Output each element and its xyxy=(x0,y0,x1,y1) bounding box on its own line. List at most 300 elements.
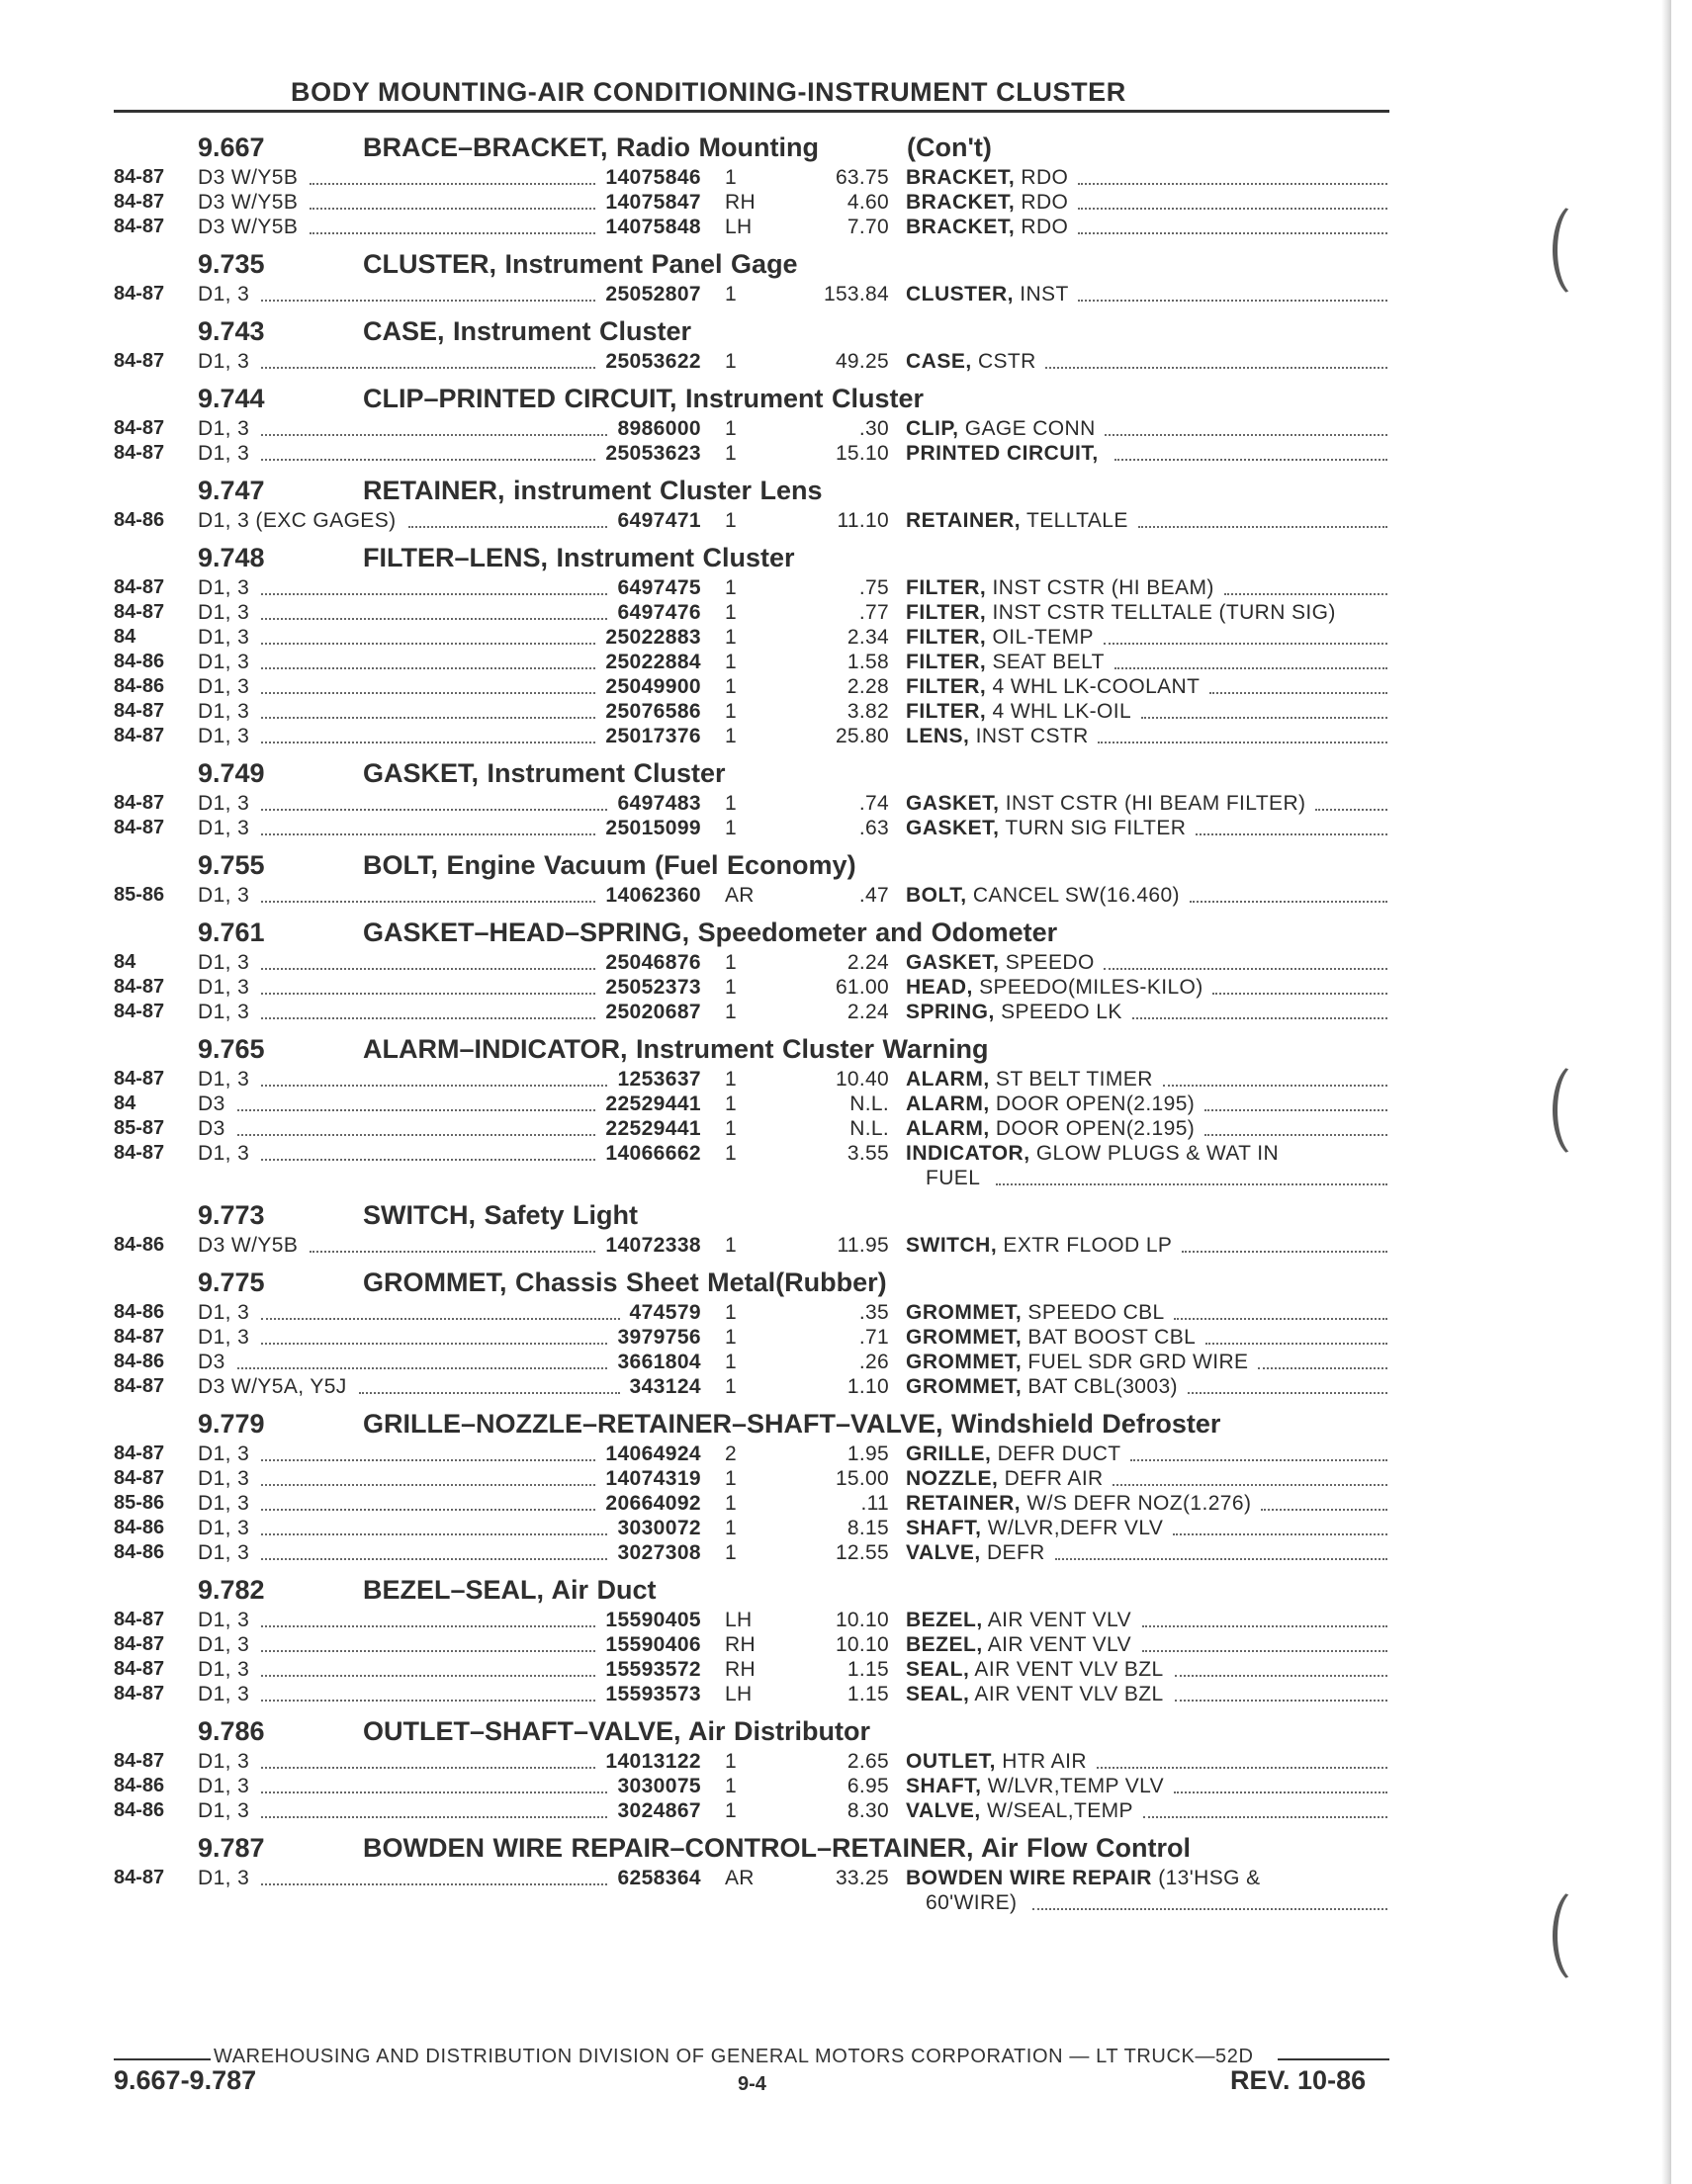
description-noun: GASKET, xyxy=(906,951,1000,974)
quantity: RH xyxy=(725,1633,756,1656)
leader-dots xyxy=(261,1755,595,1769)
model-years: 84-86 xyxy=(114,651,165,672)
part-description xyxy=(906,575,1214,600)
part-row xyxy=(114,1374,1389,1399)
model-years: 84-87 xyxy=(114,283,165,305)
description-detail: SPEEDO xyxy=(1005,951,1095,974)
description-detail: INST CSTR TELLTALE (TURN SIG) xyxy=(992,601,1336,624)
list-price: 1.95 xyxy=(846,1442,889,1465)
quantity: 1 xyxy=(725,1775,737,1797)
leader-dots xyxy=(261,1306,619,1320)
part-number: 8986000 xyxy=(617,417,701,440)
group-number: 9.667 xyxy=(198,132,265,162)
part-description xyxy=(906,1608,1131,1632)
application-code: D1, 3 xyxy=(198,700,250,723)
application-code: D3 W/Y5B xyxy=(198,166,299,189)
model-years: 84-87 xyxy=(114,700,165,722)
description-detail: DEFR DUCT xyxy=(997,1442,1121,1465)
application-code: D1, 3 xyxy=(198,1750,250,1773)
part-description xyxy=(906,1516,1163,1540)
application-code: D3 W/Y5A, Y5J xyxy=(198,1375,347,1398)
part-row xyxy=(114,349,1389,374)
description-noun: SEAL, xyxy=(906,1683,970,1705)
list-price: .47 xyxy=(858,884,889,907)
description-noun: HEAD, xyxy=(906,976,973,999)
leader-dots xyxy=(408,514,608,528)
description-noun: SHAFT, xyxy=(906,1775,982,1797)
description-noun: BEZEL, xyxy=(906,1609,983,1631)
part-row xyxy=(114,650,1389,674)
model-years: 84-87 xyxy=(114,216,165,237)
model-years: 85-86 xyxy=(114,1492,165,1514)
parts-catalog-body xyxy=(114,125,1389,1917)
part-description xyxy=(906,1300,1165,1325)
leader-dots xyxy=(261,288,595,302)
model-years: 84-86 xyxy=(114,1351,165,1372)
leader-dots xyxy=(1205,1331,1387,1345)
part-description xyxy=(906,1632,1131,1657)
part-row xyxy=(114,190,1389,215)
model-years: 84-86 xyxy=(114,675,165,697)
quantity: 1 xyxy=(725,1001,737,1023)
description-noun: SPRING, xyxy=(906,1001,995,1023)
part-row xyxy=(114,1866,1389,1890)
description-noun: NOZZLE, xyxy=(906,1467,999,1490)
quantity: RH xyxy=(725,191,756,214)
description-continuation xyxy=(114,1890,1389,1915)
description-detail: GLOW PLUGS & WAT IN xyxy=(1035,1142,1280,1165)
group-header xyxy=(114,539,1389,575)
quantity: LH xyxy=(725,1609,753,1631)
group-number: 9.755 xyxy=(198,850,265,880)
part-row xyxy=(114,282,1389,306)
part-number: 22529441 xyxy=(605,1092,701,1115)
group-title: BOLT, Engine Vacuum (Fuel Economy) xyxy=(363,850,856,880)
description-noun: FILTER, xyxy=(906,601,987,624)
application-code: D1, 3 xyxy=(198,1068,250,1091)
model-years: 84 xyxy=(114,626,136,648)
leader-dots xyxy=(261,981,595,995)
part-description xyxy=(906,600,1336,625)
application-code: D1, 3 xyxy=(198,576,250,599)
model-years: 84-87 xyxy=(114,1867,165,1888)
group-title: CASE, Instrument Cluster xyxy=(363,316,692,346)
leader-dots xyxy=(261,1005,595,1019)
part-row xyxy=(114,1116,1389,1141)
part-description xyxy=(906,1374,1178,1399)
description-detail: HTR AIR xyxy=(1002,1750,1087,1773)
part-number: 14075847 xyxy=(605,191,701,214)
application-code: D1, 3 xyxy=(198,601,250,624)
description-noun: RETAINER, xyxy=(906,1492,1022,1515)
part-number: 14013122 xyxy=(605,1750,701,1773)
model-years: 84-86 xyxy=(114,1517,165,1538)
description-continuation-text: FUEL xyxy=(926,1167,981,1189)
description-detail: (13'HSG & xyxy=(1158,1867,1261,1889)
part-row xyxy=(114,1540,1389,1565)
model-years: 84-87 xyxy=(114,1326,165,1348)
list-price: 10.40 xyxy=(835,1068,889,1091)
part-number: 6258364 xyxy=(617,1867,701,1889)
application-code: D1, 3 xyxy=(198,675,250,698)
group-title: FILTER–LENS, Instrument Cluster xyxy=(363,543,795,572)
leader-dots xyxy=(1141,705,1387,719)
part-row xyxy=(114,791,1389,816)
list-price: N.L. xyxy=(849,1117,889,1140)
model-years: 84-87 xyxy=(114,1750,165,1772)
part-number: 14062360 xyxy=(605,884,701,907)
part-description xyxy=(906,1774,1164,1798)
part-number: 14066662 xyxy=(605,1142,701,1165)
leader-dots xyxy=(1114,655,1387,669)
header-rule xyxy=(114,110,1389,113)
description-detail: ST BELT TIMER xyxy=(995,1068,1153,1091)
leader-dots xyxy=(310,1239,595,1253)
quantity: 1 xyxy=(725,1117,737,1140)
model-years: 84-86 xyxy=(114,1541,165,1563)
model-years: 84-87 xyxy=(114,1683,165,1704)
description-detail: SPEEDO LK xyxy=(1001,1001,1122,1023)
part-description xyxy=(906,1441,1121,1466)
leader-dots xyxy=(1045,355,1387,369)
group-number: 9.787 xyxy=(198,1833,265,1863)
part-row xyxy=(114,1000,1389,1024)
leader-dots xyxy=(261,1688,595,1702)
group-title: GRILLE–NOZZLE–RETAINER–SHAFT–VALVE, Windshield Defroster xyxy=(363,1409,1221,1439)
part-number: 6497471 xyxy=(617,509,701,532)
leader-dots xyxy=(1174,1306,1387,1320)
list-price: .75 xyxy=(858,576,889,599)
page-edge-shadow xyxy=(1661,0,1671,2184)
description-noun: VALVE, xyxy=(906,1799,981,1822)
description-detail: INST xyxy=(1020,283,1069,306)
part-description xyxy=(906,650,1105,674)
part-description xyxy=(906,1000,1122,1024)
leader-dots xyxy=(1078,288,1387,302)
list-price: 8.15 xyxy=(846,1517,889,1539)
quantity: 1 xyxy=(725,1301,737,1324)
leader-dots xyxy=(1142,1614,1387,1627)
part-row xyxy=(114,600,1389,625)
description-detail: AIR VENT VLV xyxy=(987,1633,1131,1656)
part-number: 3027308 xyxy=(617,1541,701,1564)
description-detail: 4 WHL LK-OIL xyxy=(992,700,1132,723)
group-title: OUTLET–SHAFT–VALVE, Air Distributor xyxy=(363,1716,871,1746)
part-description xyxy=(906,1749,1087,1774)
part-number: 25049900 xyxy=(605,675,701,698)
part-number: 15593573 xyxy=(605,1683,701,1705)
description-detail: DEFR xyxy=(986,1541,1045,1564)
description-detail: OIL-TEMP xyxy=(992,626,1094,649)
application-code: D3 W/Y5B xyxy=(198,1234,299,1257)
application-code: D1, 3 xyxy=(198,1467,250,1490)
group-title: CLUSTER, Instrument Panel Gage xyxy=(363,249,798,279)
part-row xyxy=(114,1466,1389,1491)
part-description xyxy=(906,1682,1164,1706)
description-detail: BAT CBL(3003) xyxy=(1027,1375,1178,1398)
model-years: 84-87 xyxy=(114,1467,165,1489)
group-number: 9.782 xyxy=(198,1575,265,1605)
leader-dots xyxy=(1175,1663,1387,1677)
list-price: 11.95 xyxy=(837,1234,889,1257)
list-price: 10.10 xyxy=(835,1633,889,1656)
leader-dots xyxy=(1196,822,1387,835)
part-description xyxy=(906,1491,1251,1516)
part-row xyxy=(114,1632,1389,1657)
leader-dots xyxy=(261,1497,595,1511)
part-description xyxy=(906,190,1068,215)
group-title: BRACE–BRACKET, Radio Mounting xyxy=(363,132,819,162)
part-description xyxy=(906,699,1131,724)
group-title: RETAINER, instrument Cluster Lens xyxy=(363,476,823,505)
description-detail: CSTR xyxy=(977,350,1036,373)
description-noun: BRACKET, xyxy=(906,191,1016,214)
part-row xyxy=(114,441,1389,466)
application-code: D1, 3 xyxy=(198,417,250,440)
leader-dots xyxy=(261,1872,607,1885)
part-description xyxy=(906,1657,1164,1682)
quantity: LH xyxy=(725,1683,753,1705)
quantity: 1 xyxy=(725,417,737,440)
part-row xyxy=(114,674,1389,699)
leader-dots xyxy=(1163,1073,1387,1087)
leader-dots xyxy=(1224,581,1388,595)
list-price: 3.55 xyxy=(846,1142,889,1165)
description-detail: INST CSTR (HI BEAM FILTER) xyxy=(1005,792,1306,815)
leader-dots xyxy=(1098,730,1387,743)
part-row xyxy=(114,215,1389,239)
leader-dots xyxy=(1113,1472,1387,1486)
application-code: D1, 3 xyxy=(198,1001,250,1023)
footer-section-range: 9.667-9.787 xyxy=(114,2065,257,2095)
part-number: 14075848 xyxy=(605,216,701,238)
group-header xyxy=(114,1030,1389,1067)
description-detail: W/S DEFR NOZ(1.276) xyxy=(1026,1492,1252,1515)
description-noun: FILTER, xyxy=(906,700,987,723)
application-code: D1, 3 xyxy=(198,1799,250,1822)
part-row xyxy=(114,1516,1389,1540)
group-header xyxy=(114,914,1389,950)
part-number: 25022883 xyxy=(605,626,701,649)
application-code: D1, 3 xyxy=(198,1775,250,1797)
leader-dots xyxy=(1078,196,1387,210)
part-row xyxy=(114,724,1389,748)
quantity: 1 xyxy=(725,951,737,974)
part-number: 14064924 xyxy=(605,1442,701,1465)
description-detail: W/LVR,DEFR VLV xyxy=(987,1517,1164,1539)
group-header xyxy=(114,1712,1389,1749)
list-price: .35 xyxy=(858,1301,889,1324)
quantity: 1 xyxy=(725,576,737,599)
part-description xyxy=(906,883,1180,908)
leader-dots xyxy=(261,1663,595,1677)
model-years: 84-87 xyxy=(114,442,165,464)
description-detail: FUEL SDR GRD WIRE xyxy=(1027,1351,1249,1373)
leader-dots xyxy=(1142,1638,1387,1652)
group-title: CLIP–PRINTED CIRCUIT, Instrument Cluster xyxy=(363,384,925,413)
list-price: 6.95 xyxy=(846,1775,889,1797)
leader-dots xyxy=(261,581,607,595)
quantity: 1 xyxy=(725,1068,737,1091)
description-noun: ALARM, xyxy=(906,1117,990,1140)
leader-dots xyxy=(1130,1447,1387,1461)
group-title: GASKET, Instrument Cluster xyxy=(363,758,726,788)
quantity: 1 xyxy=(725,725,737,747)
application-code: D1, 3 xyxy=(198,1301,250,1324)
list-price: .26 xyxy=(858,1351,889,1373)
leader-dots xyxy=(1175,1688,1387,1702)
application-code: D3 xyxy=(198,1117,225,1140)
application-code: D1, 3 xyxy=(198,1326,250,1349)
part-number: 3030072 xyxy=(617,1517,701,1539)
quantity: 1 xyxy=(725,283,737,306)
description-noun: BOLT, xyxy=(906,884,967,907)
leader-dots xyxy=(1078,171,1387,185)
group-header xyxy=(114,754,1389,791)
leader-dots xyxy=(261,1147,595,1161)
description-noun: RETAINER, xyxy=(906,509,1022,532)
model-years: 84-87 xyxy=(114,166,165,188)
part-description xyxy=(906,1067,1153,1092)
part-description xyxy=(906,975,1203,1000)
application-code: D1, 3 xyxy=(198,1442,250,1465)
part-description xyxy=(906,816,1186,840)
description-detail: TURN SIG FILTER xyxy=(1005,817,1187,839)
leader-dots xyxy=(1097,1755,1387,1769)
part-description xyxy=(906,674,1200,699)
model-years: 84-86 xyxy=(114,1775,165,1796)
description-noun: SEAL, xyxy=(906,1658,970,1681)
binder-hole-middle xyxy=(1553,1063,1601,1158)
leader-dots xyxy=(1174,1780,1387,1793)
application-code: D1, 3 (EXC GAGES) xyxy=(198,509,397,532)
quantity: 1 xyxy=(725,675,737,698)
list-price: 2.28 xyxy=(846,675,889,698)
model-years: 84-87 xyxy=(114,1375,165,1397)
leader-dots xyxy=(1105,422,1387,436)
description-noun: GROMMET, xyxy=(906,1375,1023,1398)
part-number: 25022884 xyxy=(605,651,701,673)
model-years: 84-86 xyxy=(114,1234,165,1256)
leader-dots xyxy=(359,1380,620,1394)
part-row xyxy=(114,416,1389,441)
description-noun: GRILLE, xyxy=(906,1442,992,1465)
description-noun: GASKET, xyxy=(906,792,1000,815)
list-price: 49.25 xyxy=(835,350,889,373)
part-row xyxy=(114,1141,1389,1166)
part-row xyxy=(114,1491,1389,1516)
leader-dots xyxy=(1143,1804,1387,1818)
quantity: 1 xyxy=(725,1467,737,1490)
group-header xyxy=(114,129,1389,165)
list-price: 3.82 xyxy=(846,700,889,723)
quantity: 1 xyxy=(725,1142,737,1165)
part-row xyxy=(114,1682,1389,1706)
part-row xyxy=(114,816,1389,840)
part-number: 15590405 xyxy=(605,1609,701,1631)
leader-dots xyxy=(261,822,595,835)
footer-page-number: 9-4 xyxy=(738,2073,766,2095)
group-number: 9.743 xyxy=(198,316,265,346)
model-years: 84-87 xyxy=(114,601,165,623)
description-detail: SPEEDO CBL xyxy=(1027,1301,1165,1324)
group-number: 9.786 xyxy=(198,1716,265,1746)
description-noun: CLIP, xyxy=(906,417,959,440)
part-number: 25046876 xyxy=(605,951,701,974)
description-detail: W/SEAL,TEMP xyxy=(986,1799,1133,1822)
quantity: 1 xyxy=(725,626,737,649)
description-detail: AIR VENT VLV xyxy=(987,1609,1131,1631)
description-noun: FILTER, xyxy=(906,626,987,649)
part-description xyxy=(906,165,1068,190)
part-description xyxy=(906,950,1095,975)
part-number: 25015099 xyxy=(605,817,701,839)
description-noun: BRACKET, xyxy=(906,216,1016,238)
list-price: 25.80 xyxy=(835,725,889,747)
footer-publisher-text: WAREHOUSING AND DISTRIBUTION DIVISION OF GENERAL MOTORS CORPORATION — LT TRUCK—52D xyxy=(214,2046,1254,2067)
part-number: 343124 xyxy=(629,1375,701,1398)
application-code: D1, 3 xyxy=(198,1633,250,1656)
footer-rule-left xyxy=(114,2058,211,2060)
list-price: 7.70 xyxy=(846,216,889,238)
group-number: 9.773 xyxy=(198,1200,265,1230)
description-detail: DOOR OPEN(2.195) xyxy=(995,1117,1196,1140)
list-price: 15.10 xyxy=(835,442,889,465)
part-number: 474579 xyxy=(629,1301,701,1324)
leader-dots xyxy=(1173,1522,1387,1535)
model-years: 84-86 xyxy=(114,509,165,531)
leader-dots xyxy=(1182,1239,1387,1253)
part-row xyxy=(114,1657,1389,1682)
group-number: 9.735 xyxy=(198,249,265,279)
group-header xyxy=(114,472,1389,508)
group-number: 9.748 xyxy=(198,543,265,572)
model-years: 84-87 xyxy=(114,976,165,998)
part-number: 25076586 xyxy=(605,700,701,723)
leader-dots xyxy=(261,1522,607,1535)
quantity: RH xyxy=(725,1658,756,1681)
model-years: 85-86 xyxy=(114,884,165,906)
leader-dots xyxy=(261,956,595,970)
group-number: 9.779 xyxy=(198,1409,265,1439)
description-detail: AIR VENT VLV BZL xyxy=(974,1683,1164,1705)
leader-dots xyxy=(1258,1355,1387,1369)
application-code: D1, 3 xyxy=(198,884,250,907)
quantity: 2 xyxy=(725,1442,737,1465)
leader-dots xyxy=(1078,220,1387,234)
application-code: D3 W/Y5B xyxy=(198,191,299,214)
part-description xyxy=(906,508,1128,533)
leader-dots xyxy=(261,1546,607,1560)
leader-dots xyxy=(261,1780,607,1793)
application-code: D1, 3 xyxy=(198,651,250,673)
model-years: 84-87 xyxy=(114,1442,165,1464)
description-detail: INST CSTR xyxy=(975,725,1089,747)
quantity: 1 xyxy=(725,442,737,465)
part-number: 25053623 xyxy=(605,442,701,465)
application-code: D1, 3 xyxy=(198,1658,250,1681)
footer-rule-right xyxy=(1278,2058,1389,2060)
leader-dots xyxy=(310,196,595,210)
application-code: D3 W/Y5B xyxy=(198,216,299,238)
part-description xyxy=(906,625,1094,650)
leader-dots xyxy=(261,705,595,719)
group-header xyxy=(114,380,1389,416)
part-row xyxy=(114,1441,1389,1466)
leader-dots xyxy=(1209,680,1387,694)
leader-dots xyxy=(237,1355,608,1369)
part-number: 14072338 xyxy=(605,1234,701,1257)
